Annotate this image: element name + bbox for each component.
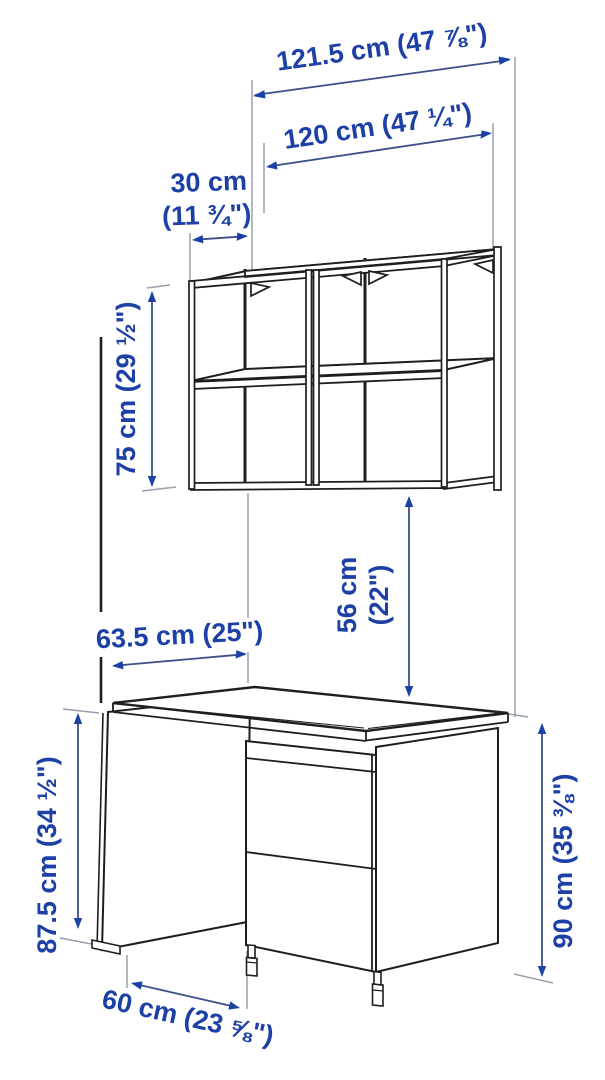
cabinet-front-face (246, 741, 376, 972)
dimension-label: 87.5 cm (34 ½") (32, 756, 62, 954)
dimension-label-line1: 30 cm (169, 165, 248, 199)
dimension-arrow-line (114, 654, 245, 666)
dimension-label: 63.5 cm (25") (95, 615, 264, 655)
dimension-gap-shelf-to-desk (332, 496, 413, 697)
cabinet-side-panel (376, 728, 498, 972)
dimension-shelf-width-inner (266, 97, 492, 169)
desk-unit-drawing (92, 687, 508, 1006)
dimension-label: 75 cm (29 ½") (111, 301, 141, 477)
dimension-label-line2: (22") (364, 564, 394, 626)
dimension-label: 90 cm (35 ⅜") (548, 773, 578, 949)
dimension-shelf-width-overall (253, 17, 511, 98)
dimension-desk-height (32, 713, 82, 954)
dimension-desktop-depth (95, 616, 264, 670)
dimension-floor-to-desktop (538, 723, 578, 977)
dimension-label: 60 cm (23 ⅝") (99, 983, 277, 1051)
dimension-shelf-height (111, 291, 156, 487)
dimension-shelf-depth (162, 166, 252, 244)
desk-left-panel (102, 696, 250, 950)
shelf-unit-drawing (189, 247, 501, 490)
dimension-label: 121.5 cm (47 ⅞") (274, 17, 490, 77)
dimension-label-line1: 56 cm (332, 556, 362, 634)
dimension-cabinet-width (99, 981, 276, 1050)
dimension-label-line2: (11 ¾") (161, 198, 252, 232)
dimension-label: 120 cm (47 ¼") (281, 97, 474, 155)
